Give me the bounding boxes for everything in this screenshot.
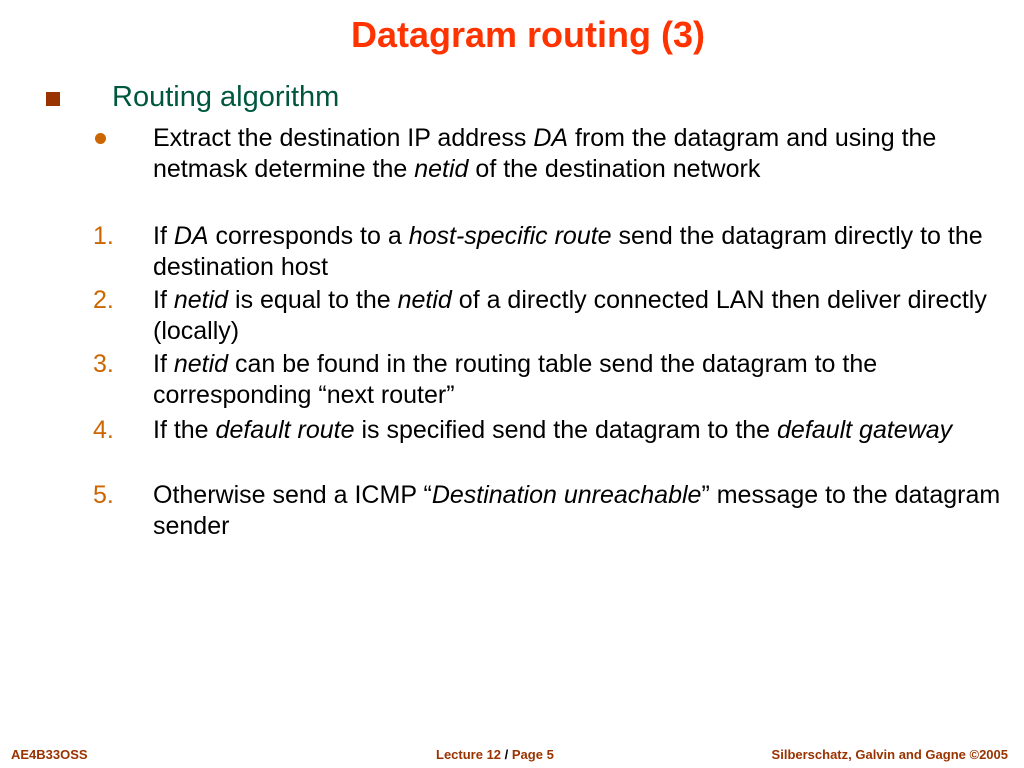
italic-term: DA [173,222,209,250]
step-number: 2. [93,286,114,314]
italic-term: netid [397,286,452,314]
italic-term: netid [414,155,469,183]
step-5 [153,480,1003,542]
text-run: corresponds to a [208,222,409,250]
step-4 [153,415,1003,446]
text-run: of a directly connected LAN then deliver directly (locally) [153,286,987,345]
text-run: is equal to the [228,286,398,314]
text-run: If [153,222,174,250]
italic-term: Destination unreachable [431,481,702,509]
text-run: Extract the destination IP address [153,124,534,152]
footer-copyright: Silberschatz, Galvin and Gagne ©2005 [771,747,1008,762]
text-run: from the datagram and using the netmask determine the [153,124,937,183]
bullet-routing-algorithm: Routing algorithm [112,81,340,113]
italic-term: default route [215,416,355,444]
footer-separator: / [501,747,512,762]
square-bullet-icon [46,92,60,106]
step-2 [153,285,1003,347]
italic-term: default gateway [777,416,953,444]
text-run: send the datagram directly to the destination host [153,222,983,281]
text-run: can be found in the routing table send the datagram to the corresponding “next router” [153,350,878,409]
sub-bullet-extract [153,123,1003,185]
step-number: 5. [93,481,114,509]
italic-term: host-specific route [408,222,612,250]
text-run: is specified send the datagram to the [354,416,778,444]
step-number: 4. [93,416,114,444]
footer-lecture-page [436,747,554,762]
dot-bullet-icon [95,133,106,144]
step-3 [153,349,1003,411]
text-run: of the destination network [468,155,761,183]
text-run: If [153,286,174,314]
italic-term: DA [533,124,569,152]
step-1 [153,221,1003,283]
text-run: ” message to the datagram sender [153,481,1001,540]
text-run: Otherwise send a ICMP “ [153,481,432,509]
slide-title: Datagram routing (3) [350,14,706,55]
footer-course-code: AE4B33OSS [11,747,88,762]
footer-page: Page 5 [511,747,554,762]
step-number: 3. [93,350,114,378]
text-run: If [153,350,174,378]
italic-term: netid [173,286,229,314]
step-number: 1. [93,222,114,250]
footer-lecture: Lecture 12 [436,747,502,762]
text-run: If the [153,416,216,444]
italic-term: netid [173,350,229,378]
